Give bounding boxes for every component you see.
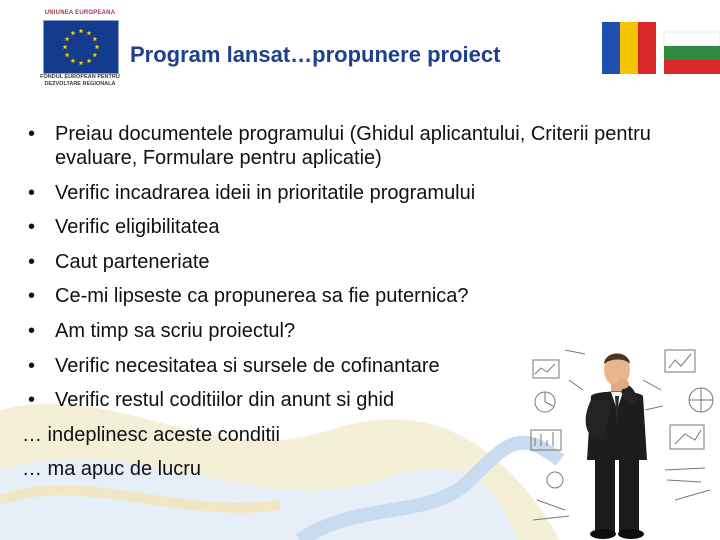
list-item: • Verific necesitatea si sursele de cofinantare bbox=[22, 354, 662, 378]
eu-stars bbox=[44, 21, 118, 73]
list-item: • Verific eligibilitatea bbox=[22, 215, 662, 239]
eu-flag-icon bbox=[43, 20, 119, 74]
eu-star-icon bbox=[79, 28, 84, 33]
list-item: • Caut parteneriate bbox=[22, 250, 662, 274]
eu-logo bbox=[40, 10, 120, 92]
eu-star-icon bbox=[71, 58, 76, 63]
eu-star-icon bbox=[92, 36, 97, 41]
flag-stripe bbox=[664, 32, 720, 46]
list-item: • Ce-mi lipseste ca propunerea sa fie puternica? bbox=[22, 284, 662, 308]
eu-star-icon bbox=[87, 31, 92, 36]
businessman-icon bbox=[525, 340, 720, 540]
eu-star-icon bbox=[95, 44, 100, 49]
page-title: Program lansat…propunere proiect bbox=[130, 42, 501, 67]
eu-star-icon bbox=[63, 44, 68, 49]
list-item: • Verific incadrarea ideii in prioritatile programului bbox=[22, 181, 662, 205]
eu-logo-bottom-text: FONDUL EUROPEAN PENTRU DEZVOLTARE REGIONALA bbox=[40, 74, 120, 87]
list-item: • Am timp sa scriu proiectul? bbox=[22, 319, 662, 343]
eu-logo-top-text: UNIUNEA EUROPEANA bbox=[44, 10, 116, 16]
eu-star-icon bbox=[87, 58, 92, 63]
flag-stripe bbox=[664, 60, 720, 74]
eu-star-icon bbox=[79, 60, 84, 65]
tail-line: … ma apuc de lucru bbox=[22, 458, 201, 481]
flag-stripe bbox=[602, 22, 620, 74]
tail-line: … indeplinesc aceste conditii bbox=[22, 423, 280, 446]
flag-stripe bbox=[638, 22, 656, 74]
eu-star-icon bbox=[92, 52, 97, 57]
flag-stripe bbox=[620, 22, 638, 74]
flag-stripe bbox=[664, 46, 720, 60]
flags-icon bbox=[602, 18, 720, 74]
eu-star-icon bbox=[71, 31, 76, 36]
eu-star-icon bbox=[65, 52, 70, 57]
list-item: • Preiau documentele programului (Ghidul aplicantului, Criterii pentru evaluare, Formulare pentru aplicatie) bbox=[22, 122, 662, 170]
list-item: • Verific restul coditiilor din anunt si ghid bbox=[22, 388, 662, 412]
eu-star-icon bbox=[65, 36, 70, 41]
